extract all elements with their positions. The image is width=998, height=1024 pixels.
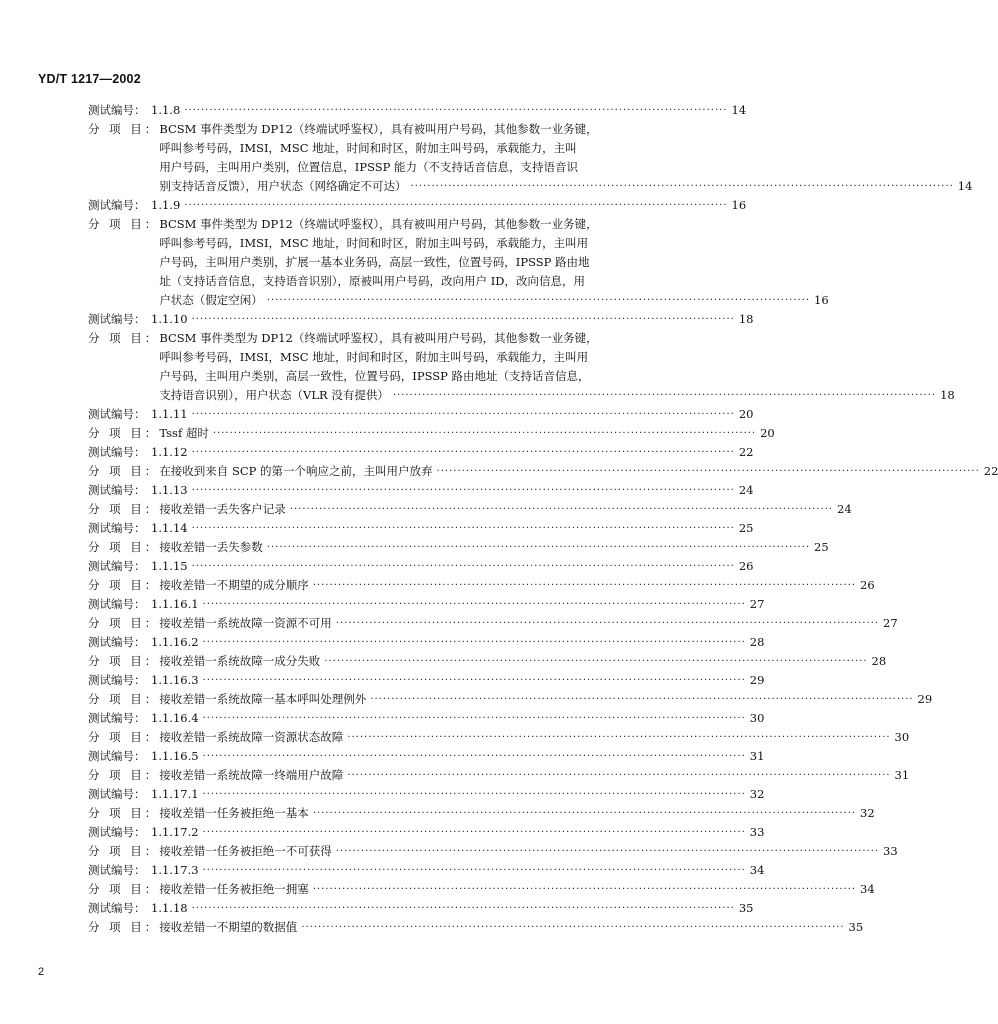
- toc-entry[interactable]: [88, 405, 754, 424]
- toc-page-number: 33: [883, 844, 898, 858]
- toc-entry[interactable]: [88, 804, 875, 823]
- leader-dots: [192, 519, 735, 538]
- toc-page-number: 29: [917, 692, 933, 706]
- toc-entry[interactable]: [88, 842, 898, 861]
- toc-entry-body: [151, 785, 764, 804]
- leader-dots: [290, 500, 833, 519]
- toc-page-number: 20: [760, 426, 775, 440]
- toc-entry[interactable]: [88, 671, 765, 690]
- toc-entry-text: 接收差错一任务被拒绝一不可获得: [159, 844, 332, 858]
- toc-entry-label: 测试编号：: [88, 787, 146, 801]
- toc-page-number: 34: [860, 882, 875, 896]
- leader-dots: [301, 918, 844, 937]
- toc-entry-text: 1.1.15: [151, 559, 188, 573]
- toc-entry-label: 测试编号：: [88, 198, 146, 212]
- leader-dots: [313, 804, 856, 823]
- toc-entry-label: 测试编号：: [88, 559, 146, 573]
- toc-entry-label: 分 项 目：: [88, 616, 160, 630]
- toc-entry[interactable]: [88, 766, 910, 785]
- toc-page-number: 27: [883, 616, 898, 630]
- toc-entry-label: 测试编号：: [88, 312, 146, 326]
- leader-dots: [313, 880, 856, 899]
- toc-entry-label: 测试编号：: [88, 407, 146, 421]
- toc-entry-text: 接收差错一任务被拒绝一拥塞: [159, 882, 309, 896]
- toc-entry-line: [159, 177, 971, 196]
- toc-page-number: 31: [894, 768, 910, 782]
- toc-entry[interactable]: [88, 709, 765, 728]
- toc-entry[interactable]: [88, 785, 765, 804]
- toc-entry-line: [159, 424, 774, 443]
- leader-dots: [203, 785, 746, 804]
- toc-entry-line: [159, 766, 908, 785]
- toc-entry[interactable]: [88, 576, 875, 595]
- toc-entry-text: 别支持话音反馈），用户状态（网络确定不可达）: [159, 179, 407, 193]
- toc-entry-label: 分 项 目：: [88, 578, 160, 592]
- toc-entry-text: 接收差错一不期望的数据值: [159, 920, 298, 934]
- toc-entry[interactable]: [88, 424, 775, 443]
- toc-page-number: 30: [749, 711, 765, 725]
- toc-entry-body: [159, 500, 851, 519]
- toc-entry-body: [159, 329, 954, 405]
- toc-entry-line: [159, 576, 874, 595]
- toc-entry-text: 1.1.16.5: [151, 749, 199, 763]
- toc-entry-body: [159, 424, 774, 443]
- toc-entry-line: [151, 861, 764, 880]
- toc-page-number: 26: [860, 578, 875, 592]
- toc-entry-label: 分 项 目：: [88, 730, 160, 744]
- toc-entry-label: 分 项 目：: [88, 464, 160, 478]
- toc-entry-body: [159, 766, 908, 785]
- leader-dots: [184, 196, 727, 215]
- toc-entry-label: 分 项 目：: [88, 882, 160, 896]
- toc-entry-text: 接收差错一任务被拒绝一基本: [159, 806, 309, 820]
- toc-entry-label: 测试编号：: [88, 825, 146, 839]
- toc-entry-label: 测试编号：: [88, 445, 146, 459]
- toc-entry[interactable]: [88, 747, 765, 766]
- toc-entry-line: 户号码，主叫用户类别，扩展一基本业务码，高层一致性，位置号码，IPSSP 路由地: [159, 255, 590, 269]
- toc-entry-line: BCSM 事件类型为 DP12（终端试呼鉴权），具有被叫用户号码，其他参数一业务键，: [159, 331, 598, 345]
- toc-entry[interactable]: [88, 595, 765, 614]
- toc-entry[interactable]: [88, 557, 754, 576]
- toc-page-number: 27: [749, 597, 765, 611]
- toc-entry-text: 1.1.16.2: [151, 635, 199, 649]
- toc-entry-line: [151, 899, 753, 918]
- toc-entry-line: [159, 291, 828, 310]
- toc-entry-label: 测试编号：: [88, 483, 146, 497]
- toc-entry-line: BCSM 事件类型为 DP12（终端试呼鉴权），具有被叫用户号码，其他参数一业务键，: [159, 217, 598, 231]
- toc-entry-body: [151, 481, 753, 500]
- toc-entry-text: 1.1.12: [151, 445, 188, 459]
- toc-entry-body: [159, 728, 908, 747]
- toc-entry-line: [159, 728, 908, 747]
- toc-entry-body: [151, 899, 753, 918]
- leader-dots: [192, 899, 735, 918]
- page-number: 2: [38, 966, 45, 978]
- leader-dots: [437, 462, 980, 481]
- toc-entry-line: [159, 918, 862, 937]
- toc-entry-body: [151, 519, 753, 538]
- toc-entry-body: [159, 614, 897, 633]
- toc-entry-line: [159, 804, 874, 823]
- toc-page-number: 31: [749, 749, 765, 763]
- toc-entry-line: [151, 405, 753, 424]
- toc-entry-label: 分 项 目：: [88, 768, 160, 782]
- toc-page-number: 20: [738, 407, 754, 421]
- toc-entry-body: [159, 918, 862, 937]
- toc-entry-text: 1.1.8: [151, 103, 181, 117]
- toc-entry-body: [151, 405, 753, 424]
- toc-entry-body: [159, 576, 874, 595]
- leader-dots: [203, 823, 746, 842]
- toc-entry[interactable]: [88, 462, 998, 481]
- toc-page-number: 28: [749, 635, 765, 649]
- toc-entry-body: [159, 690, 931, 709]
- toc-entry-text: 1.1.10: [151, 312, 188, 326]
- toc-entry[interactable]: [88, 310, 754, 329]
- toc-entry-text: 在接收到来自 SCP 的第一个响应之前，主叫用户放弃: [159, 464, 433, 478]
- toc-entry-body: [151, 101, 746, 120]
- toc-entry-body: [159, 842, 897, 861]
- toc-entry[interactable]: [88, 443, 754, 462]
- toc-entry-line: [151, 519, 753, 538]
- toc-entry-text: 1.1.17.1: [151, 787, 199, 801]
- leader-dots: [203, 671, 746, 690]
- toc-entry-body: [151, 633, 764, 652]
- toc-page-number: 22: [738, 445, 754, 459]
- toc-page-number: 16: [814, 293, 829, 307]
- toc-entry-line: 呼叫参考号码，IMSI，MSC 地址，时间和时区，附加主叫号码，承载能力，主叫用: [159, 350, 589, 364]
- table-of-contents: [88, 101, 998, 937]
- toc-entry-line: [151, 823, 764, 842]
- leader-dots: [203, 709, 746, 728]
- toc-page-number: 30: [894, 730, 910, 744]
- toc-entry-line: [159, 842, 897, 861]
- toc-entry[interactable]: [88, 823, 765, 842]
- toc-entry-label: 分 项 目：: [88, 692, 160, 706]
- toc-entry-text: 1.1.16.4: [151, 711, 199, 725]
- toc-entry-line: [159, 500, 851, 519]
- toc-page-number: 22: [983, 464, 998, 478]
- toc-entry-label: 测试编号：: [88, 749, 146, 763]
- toc-entry-line: [151, 709, 764, 728]
- toc-entry-label: 分 项 目：: [88, 540, 160, 554]
- toc-page-number: 25: [814, 540, 829, 554]
- toc-entry-body: [151, 557, 753, 576]
- toc-entry-label: 分 项 目：: [88, 654, 160, 668]
- leader-dots: [184, 101, 727, 120]
- toc-entry-label: 测试编号：: [88, 635, 146, 649]
- toc-entry[interactable]: [88, 728, 910, 747]
- toc-entry-text: 1.1.13: [151, 483, 188, 497]
- toc-entry-line: [151, 101, 746, 120]
- leader-dots: [203, 861, 746, 880]
- toc-entry[interactable]: [88, 481, 754, 500]
- toc-entry-line: 址（支持话音信息，支持语音识别），原被叫用户号码，改向用户 ID，改向信息，用: [159, 274, 585, 288]
- leader-dots: [393, 386, 936, 405]
- leader-dots: [347, 728, 890, 747]
- leader-dots: [203, 595, 746, 614]
- toc-entry-text: 1.1.14: [151, 521, 188, 535]
- toc-page-number: 35: [738, 901, 754, 915]
- leader-dots: [213, 424, 756, 443]
- toc-entry-label: 分 项 目：: [88, 502, 160, 516]
- toc-entry-text: 1.1.18: [151, 901, 188, 915]
- toc-entry-label: 分 项 目：: [88, 217, 160, 231]
- toc-entry-line: 呼叫参考号码，IMSI，MSC 地址，时间和时区，附加主叫号码，承载能力，主叫用: [159, 236, 589, 250]
- toc-entry-body: [159, 538, 828, 557]
- toc-entry-label: 测试编号：: [88, 901, 146, 915]
- toc-entry-line: [151, 595, 764, 614]
- toc-entry-line: 用户号码，主叫用户类别，位置信息，IPSSP 能力（不支持话音信息，支持语音识: [159, 160, 579, 174]
- toc-page-number: 25: [738, 521, 754, 535]
- toc-page-number: 29: [749, 673, 765, 687]
- leader-dots: [370, 690, 913, 709]
- toc-entry-body: [151, 196, 746, 215]
- toc-entry[interactable]: [88, 690, 933, 709]
- toc-page-number: 35: [848, 920, 864, 934]
- toc-entry[interactable]: [88, 519, 754, 538]
- toc-entry[interactable]: [88, 861, 765, 880]
- leader-dots: [347, 766, 890, 785]
- toc-entry-text: 接收差错一系统故障一资源状态故障: [159, 730, 344, 744]
- toc-entry-line: 呼叫参考号码，IMSI，MSC 地址，时间和时区，附加主叫号码，承载能力，主叫: [159, 141, 577, 155]
- toc-entry[interactable]: [88, 196, 747, 215]
- leader-dots: [267, 538, 810, 557]
- toc-page-number: 32: [860, 806, 875, 820]
- toc-entry-text: 接收差错一系统故障一成分失败: [159, 654, 321, 668]
- toc-entry-line: [151, 671, 764, 690]
- toc-entry-line: [159, 652, 885, 671]
- leader-dots: [336, 614, 879, 633]
- toc-entry-body: [151, 595, 764, 614]
- toc-entry-body: [151, 310, 753, 329]
- leader-dots: [313, 576, 856, 595]
- toc-entry-line: [151, 481, 753, 500]
- toc-entry-text: 接收差错一系统故障一基本呼叫处理例外: [159, 692, 367, 706]
- toc-page-number: 32: [749, 787, 765, 801]
- toc-entry-body: [151, 747, 764, 766]
- toc-entry[interactable]: [88, 614, 898, 633]
- toc-entry-line: [151, 785, 764, 804]
- toc-entry-line: [159, 386, 954, 405]
- toc-entry-label: 测试编号：: [88, 103, 146, 117]
- toc-entry-line: [159, 538, 828, 557]
- leader-dots: [203, 747, 746, 766]
- toc-entry[interactable]: [88, 633, 765, 652]
- toc-entry-line: [151, 310, 753, 329]
- toc-entry-line: [151, 196, 746, 215]
- leader-dots: [192, 405, 735, 424]
- toc-entry[interactable]: [88, 918, 864, 937]
- toc-entry-text: 支持语音识别），用户状态（VLR 没有提供）: [159, 388, 389, 402]
- toc-entry[interactable]: [88, 880, 875, 899]
- toc-entry-line: [159, 614, 897, 633]
- toc-entry[interactable]: [88, 899, 754, 918]
- toc-page-number: 33: [749, 825, 765, 839]
- toc-entry-text: 1.1.11: [151, 407, 188, 421]
- toc-entry-label: 测试编号：: [88, 521, 146, 535]
- toc-entry-body: [159, 804, 874, 823]
- toc-page-number: 14: [957, 179, 973, 193]
- toc-entry-line: [151, 747, 764, 766]
- toc-entry-text: 1.1.16.3: [151, 673, 199, 687]
- toc-entry-label: 测试编号：: [88, 673, 146, 687]
- toc-entry-body: [159, 462, 997, 481]
- toc-entry-text: 接收差错一系统故障一资源不可用: [159, 616, 332, 630]
- toc-entry-body: [151, 823, 764, 842]
- toc-page-number: 24: [837, 502, 852, 516]
- toc-entry-body: [151, 443, 753, 462]
- toc-page-number: 16: [731, 198, 747, 212]
- toc-entry-text: 户状态（假定空闲）: [159, 293, 263, 307]
- toc-page-number: 14: [731, 103, 747, 117]
- leader-dots: [324, 652, 867, 671]
- toc-entry-text: 接收差错一丢失参数: [159, 540, 263, 554]
- leader-dots: [203, 633, 746, 652]
- toc-entry-text: Tssf 超时: [159, 426, 209, 440]
- toc-entry[interactable]: [88, 500, 852, 519]
- toc-entry-label: 分 项 目：: [88, 426, 160, 440]
- toc-entry-line: [159, 462, 997, 481]
- toc-entry-label: 测试编号：: [88, 863, 146, 877]
- toc-entry-body: [159, 215, 828, 310]
- toc-entry[interactable]: [88, 215, 829, 310]
- leader-dots: [192, 310, 735, 329]
- toc-entry-text: 接收差错一系统故障一终端用户故障: [159, 768, 344, 782]
- toc-page-number: 18: [738, 312, 754, 326]
- toc-page-number: 28: [871, 654, 887, 668]
- leader-dots: [192, 481, 735, 500]
- toc-entry-label: 分 项 目：: [88, 920, 160, 934]
- toc-entry-label: 分 项 目：: [88, 844, 160, 858]
- leader-dots: [192, 557, 735, 576]
- toc-entry-line: [159, 690, 931, 709]
- toc-entry-text: 接收差错一丢失客户记录: [159, 502, 286, 516]
- toc-entry-label: 测试编号：: [88, 711, 146, 725]
- toc-page-number: 18: [940, 388, 955, 402]
- toc-entry-line: BCSM 事件类型为 DP12（终端试呼鉴权），具有被叫用户号码，其他参数一业务键，: [159, 122, 598, 136]
- toc-entry-label: 测试编号：: [88, 597, 146, 611]
- leader-dots: [336, 842, 879, 861]
- toc-entry-body: [159, 880, 874, 899]
- toc-entry-body: [151, 671, 764, 690]
- leader-dots: [411, 177, 954, 196]
- toc-entry-text: 1.1.16.1: [151, 597, 199, 611]
- toc-entry-line: [159, 880, 874, 899]
- toc-entry-body: [151, 861, 764, 880]
- toc-entry-line: [151, 443, 753, 462]
- toc-entry-body: [151, 709, 764, 728]
- toc-entry-text: 1.1.9: [151, 198, 181, 212]
- toc-entry[interactable]: [88, 101, 747, 120]
- toc-page-number: 34: [749, 863, 765, 877]
- toc-entry-label: 分 项 目：: [88, 331, 160, 345]
- toc-entry[interactable]: [88, 120, 973, 196]
- toc-entry[interactable]: [88, 329, 955, 405]
- leader-dots: [267, 291, 810, 310]
- toc-page-number: 24: [738, 483, 754, 497]
- toc-entry-line: 户号码，主叫用户类别，高层一致性，位置号码，IPSSP 路由地址（支持话音信息，: [159, 369, 590, 383]
- toc-entry-line: [151, 557, 753, 576]
- toc-page-number: 26: [738, 559, 754, 573]
- toc-entry-text: 1.1.17.3: [151, 863, 199, 877]
- toc-entry-text: 接收差错一不期望的成分顺序: [159, 578, 309, 592]
- toc-entry-line: [151, 633, 764, 652]
- leader-dots: [192, 443, 735, 462]
- toc-entry[interactable]: [88, 652, 887, 671]
- toc-entry-body: [159, 652, 885, 671]
- toc-entry-label: 分 项 目：: [88, 806, 160, 820]
- toc-entry-label: 分 项 目：: [88, 122, 160, 136]
- toc-entry-text: 1.1.17.2: [151, 825, 199, 839]
- toc-entry-body: [159, 120, 971, 196]
- document-code-header: YD/T 1217—2002: [38, 72, 141, 86]
- toc-entry[interactable]: [88, 538, 829, 557]
